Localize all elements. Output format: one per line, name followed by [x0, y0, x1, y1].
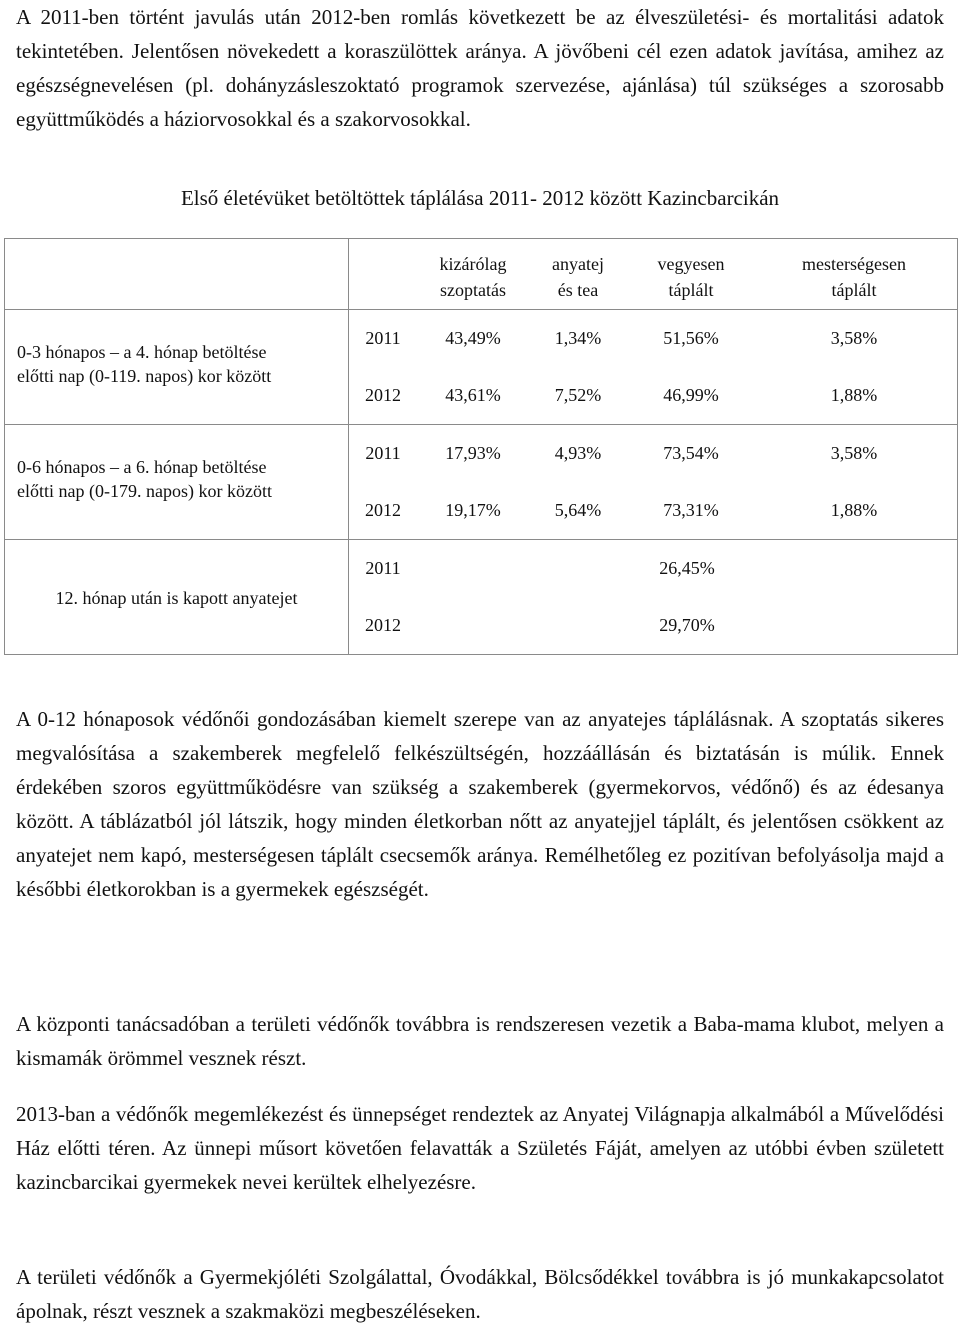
row-label-line: 0-6 hónapos – a 6. hónap betöltése	[17, 457, 267, 477]
breastfeeding-paragraph: A 0-12 hónaposok védőnői gondozásában kiemelt szerepe van az anyatejes táplálásnak. A szoptatás sikeres megvalósítása a szakemberek megfelelő felkészültségén, hozzáállásán és biztatásán is múlik. Ennek érdekében szoros együttműködésre van szükség a szakemberek (gyermekorvos, védőnő) és az édesanya között. A táblázatból jól látszik, hogy minden életkorban nőtt az anyatejjel táplált, és jelentősen csökkent az anyatejet nem kapó, mesterségesen táplált csecsemők aránya. Remélhetőleg ez pozitívan befolyásolja majd a későbbi életkorokban is a gyermekek egészségét.	[16, 707, 944, 901]
row-label	[5, 310, 348, 388]
value-cell: 1,88%	[830, 500, 878, 520]
col-header-line: táplált	[831, 280, 877, 300]
table-row-group-0-6-months	[5, 425, 958, 540]
table-row-group-12-months	[5, 540, 958, 655]
col-header-line: szoptatás	[440, 280, 506, 300]
value-cell: 3,58%	[830, 443, 878, 463]
col-header-formula-feeding	[755, 239, 953, 309]
cooperation-paragraph: A területi védőnők a Gyermekjóléti Szolgálattal, Óvodákkal, Bölcsődékkel továbbra is jó munkakapcsolatot ápolnak, részt vesznek a szakmaközi megbeszéléseken.	[16, 1265, 944, 1323]
year-cell: 2012	[365, 615, 401, 635]
value-cell: 5,64%	[554, 500, 602, 520]
table-row-group-0-3-months	[5, 310, 958, 425]
year-cell: 2012	[365, 385, 401, 405]
value-cell: 43,49%	[445, 328, 501, 348]
row-label	[5, 425, 348, 503]
value-cell: 3,58%	[830, 328, 878, 348]
club-paragraph: A központi tanácsadóban a területi védőnők továbbra is rendszeresen vezetik a Baba-mama klubot, melyen a kismamák örömmel vesznek részt.	[16, 1012, 944, 1070]
header-columns-cell	[349, 239, 958, 310]
merged-value-cell: 26,45%	[659, 558, 715, 578]
value-cell: 1,88%	[830, 385, 878, 405]
col-header-line: mesterségesen	[802, 254, 906, 274]
intro-paragraph: A 2011-ben történt javulás után 2012-ben romlás következett be az élveszületési- és mortalitási adatok tekintetében. Jelentősen növekedett a koraszülöttek aránya. A jövőbeni cél ezen adatok javítása, amihez az egészségnevelésen (pl. dohányzásleszoktató programok szervezése, ajánlása) túl szükséges a szorosabb együttműködés a háziorvosokkal és a szakorvosokkal.	[16, 5, 944, 131]
col-header-mixed-feeding	[627, 239, 755, 309]
year-cell: 2011	[365, 443, 401, 463]
value-cell: 1,34%	[554, 328, 602, 348]
table-row	[349, 597, 957, 654]
value-cell: 46,99%	[663, 385, 719, 405]
value-cell: 73,54%	[663, 443, 719, 463]
row-label-cell	[5, 540, 349, 655]
table-header-row	[5, 239, 958, 310]
col-header-line: táplált	[668, 280, 714, 300]
value-cell: 4,93%	[554, 443, 602, 463]
col-header-line: anyatej	[552, 254, 604, 274]
row-values-cell	[349, 310, 958, 425]
table-row	[349, 540, 957, 597]
year-cell: 2011	[365, 558, 401, 578]
merged-value-cell: 29,70%	[659, 615, 715, 635]
year-cell: 2011	[365, 328, 401, 348]
header-empty-cell	[5, 239, 349, 310]
col-header-line: kizárólag	[439, 254, 507, 274]
value-cell: 43,61%	[445, 385, 501, 405]
year-cell: 2012	[365, 500, 401, 520]
value-cell: 17,93%	[445, 443, 501, 463]
table-caption: Első életévüket betöltöttek táplálása 2011- 2012 között Kazincbarcikán	[180, 186, 780, 210]
value-cell: 19,17%	[445, 500, 501, 520]
row-label-line: 0-3 hónapos – a 4. hónap betöltése	[17, 342, 267, 362]
world-day-paragraph: 2013-ban a védőnők megemlékezést és ünnepséget rendeztek az Anyatej Világnapja alkalmából a Művelődési Ház előtti téren. Az ünnepi műsort követően felavatták a Születés Fáját, amelyen az utóbbi évben született kazincbarcikai gyermekek nevei kerültek elhelyezésre.	[16, 1102, 944, 1194]
value-cell: 7,52%	[554, 385, 602, 405]
row-label-line: előtti nap (0-119. napos) kor között	[17, 366, 272, 386]
col-header-line: vegyesen	[657, 254, 725, 274]
row-label	[5, 540, 348, 610]
row-label-cell	[5, 310, 349, 425]
table-row	[349, 310, 957, 367]
col-header-line: és tea	[557, 280, 599, 300]
table-row	[349, 482, 957, 539]
row-label-cell	[5, 425, 349, 540]
col-header-milk-and-tea	[529, 239, 627, 309]
row-label-line: 12. hónap után is kapott anyatejet	[55, 588, 298, 608]
value-cell: 51,56%	[663, 328, 719, 348]
row-values-cell	[349, 425, 958, 540]
row-label-line: előtti nap (0-179. napos) kor között	[17, 481, 272, 501]
row-values-cell	[349, 540, 958, 655]
value-cell: 73,31%	[663, 500, 719, 520]
table-row	[349, 367, 957, 424]
feeding-table	[4, 238, 958, 655]
table-row	[349, 425, 957, 482]
col-header-exclusive-breastfeeding	[417, 239, 529, 309]
